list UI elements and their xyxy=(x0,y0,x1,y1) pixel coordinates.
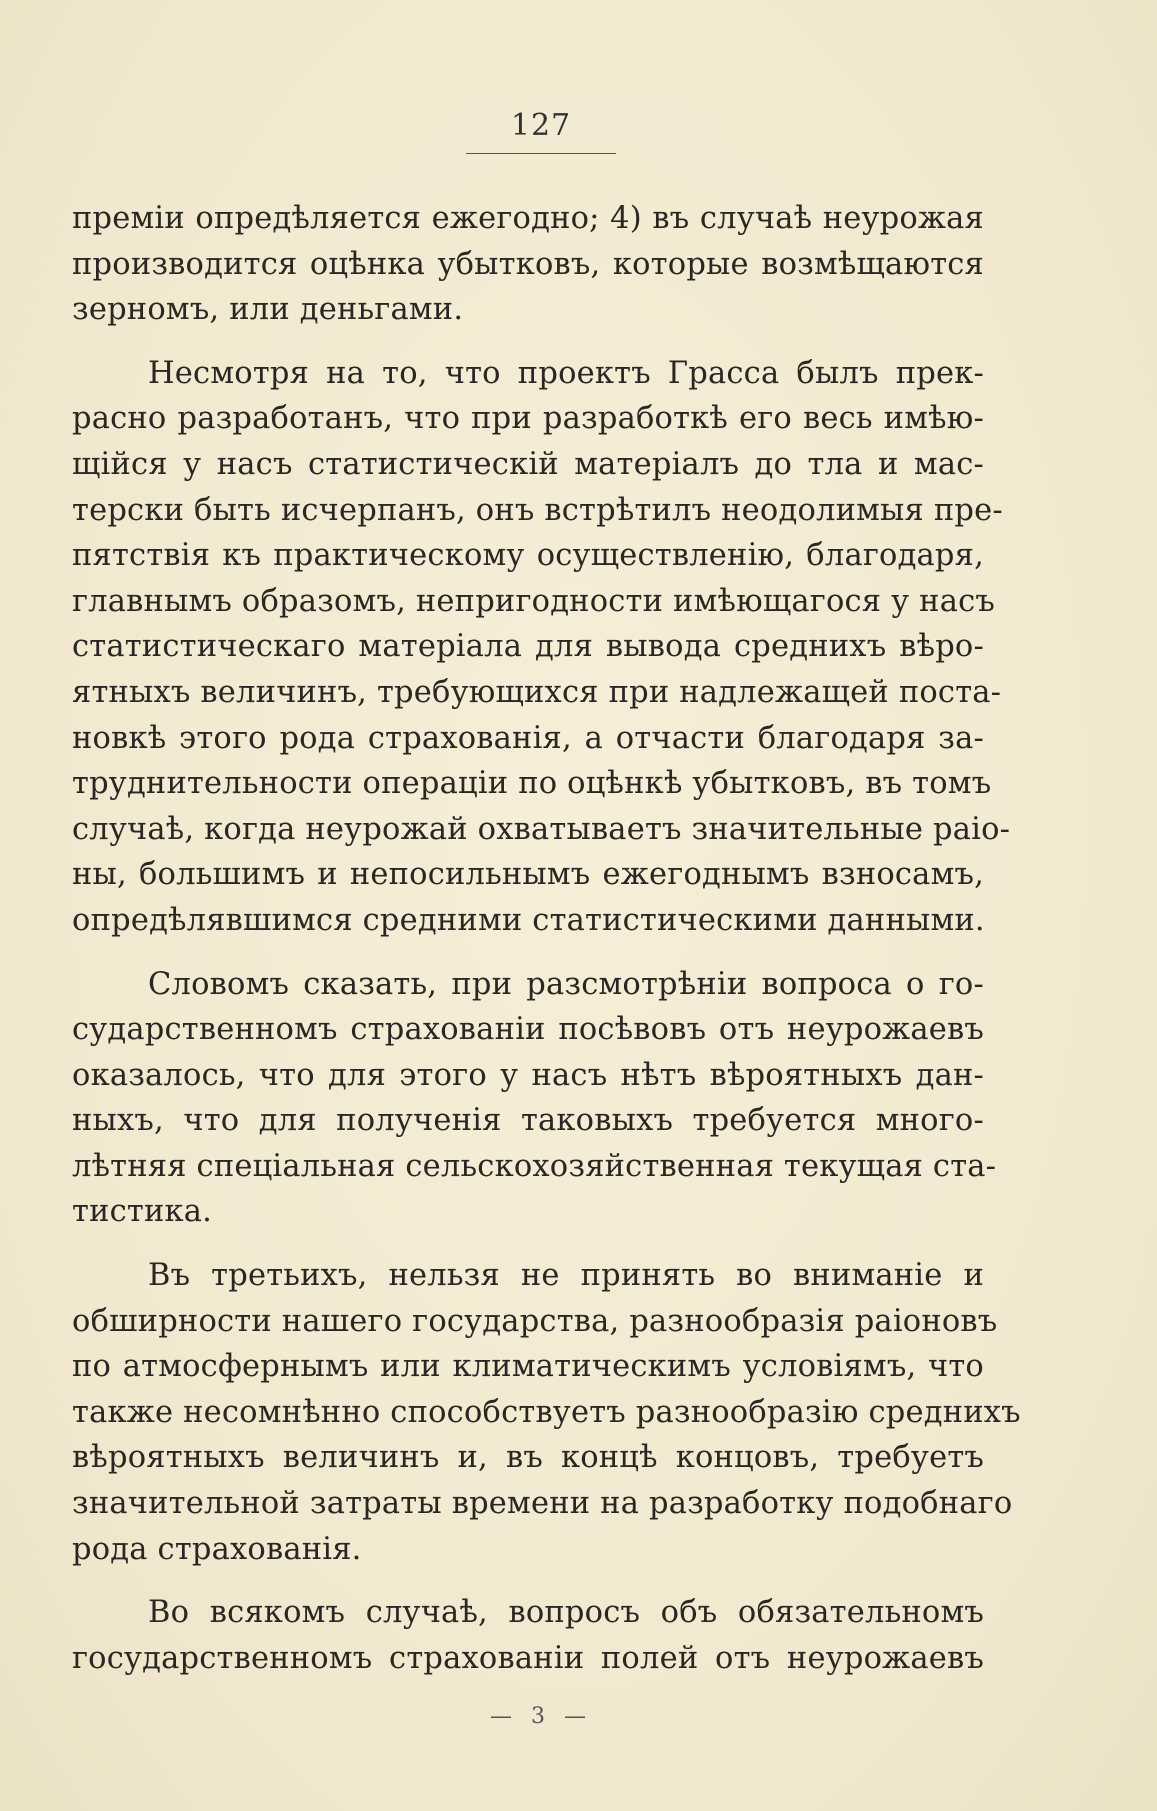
text-line: Словомъ сказать, при разсмотрѣніи вопроса о го- xyxy=(148,966,984,1002)
text-line: новкѣ этого рода страхованія, а отчасти благодаря за- xyxy=(72,720,984,756)
text-line: тистика. xyxy=(72,1194,213,1230)
text-line: обширности нашего государства, разнообразія раіоновъ xyxy=(72,1303,998,1339)
text-line: сударственномъ страхованіи посѣвовъ отъ неурожаевъ xyxy=(72,1012,984,1048)
paragraph xyxy=(72,962,997,1236)
text-line: главнымъ образомъ, непригодности имѣющагося у насъ xyxy=(72,583,995,619)
text-line: преміи опредѣляется ежегодно; 4) въ случаѣ неурожая xyxy=(72,201,984,236)
text-line: вѣроятныхъ величинъ и, въ концѣ концовъ, требуетъ xyxy=(72,1440,984,1476)
text-line: случаѣ, когда неурожай охватываетъ значительные раіо- xyxy=(72,811,1011,847)
text-line: ятныхъ величинъ, требующихся при надлежащей поста- xyxy=(72,674,1002,710)
printer-signature-mark: — 3 — xyxy=(490,1704,592,1729)
text-line: пятствія къ практическому осуществленію, благодаря, xyxy=(72,538,984,574)
page-number: 127 xyxy=(510,108,572,143)
text-line: труднительности операціи по оцѣнкѣ убытковъ, въ томъ xyxy=(72,766,992,802)
text-line: оказалось, что для этого у насъ нѣтъ вѣроятныхъ дан- xyxy=(72,1057,984,1093)
paragraph xyxy=(72,196,984,333)
text-line: терски быть исчерпанъ, онъ встрѣтилъ неодолимыя пре- xyxy=(72,492,1003,528)
text-line: рода страхованія. xyxy=(72,1531,362,1567)
text-line: Во всякомъ случаѣ, вопросъ объ обязательномъ xyxy=(148,1595,984,1631)
text-line: производится оцѣнка убытковъ, которые возмѣщаются xyxy=(72,246,984,282)
paragraph xyxy=(72,351,1011,944)
text-line: значительной затраты времени на разработку подобнаго xyxy=(72,1486,1013,1522)
text-line: расно разработанъ, что при разработкѣ его весь имѣю- xyxy=(72,401,984,437)
text-line: Въ третьихъ, нельзя не принять во вниманіе и xyxy=(148,1258,984,1294)
text-line: опредѣлявшимся средними статистическими данными. xyxy=(72,902,985,938)
paragraph xyxy=(72,1253,1021,1572)
paragraph xyxy=(72,1590,984,1681)
text-line: ны, большимъ и непосильнымъ ежегоднымъ взносамъ, xyxy=(72,857,984,893)
body-text xyxy=(72,196,1021,1681)
text-line: зерномъ, или деньгами. xyxy=(72,292,464,328)
text-line: ныхъ, что для полученія таковыхъ требуется много- xyxy=(72,1103,984,1139)
text-line: щійся у насъ статистическій матеріалъ до тла и мас- xyxy=(72,446,984,482)
text-line: статистическаго матеріала для вывода среднихъ вѣро- xyxy=(72,629,984,665)
text-line: по атмосфернымъ или климатическимъ условіямъ, что xyxy=(72,1349,984,1385)
page-number-rule xyxy=(466,153,616,154)
text-line: государственномъ страхованіи полей отъ неурожаевъ xyxy=(72,1640,984,1676)
text-line: Несмотря на то, что проектъ Грасса былъ прек- xyxy=(148,355,984,391)
text-line: также несомнѣнно способствуетъ разнообразію среднихъ xyxy=(72,1394,1021,1430)
text-line: лѣтняя спеціальная сельскохозяйственная текущая ста- xyxy=(72,1148,997,1184)
